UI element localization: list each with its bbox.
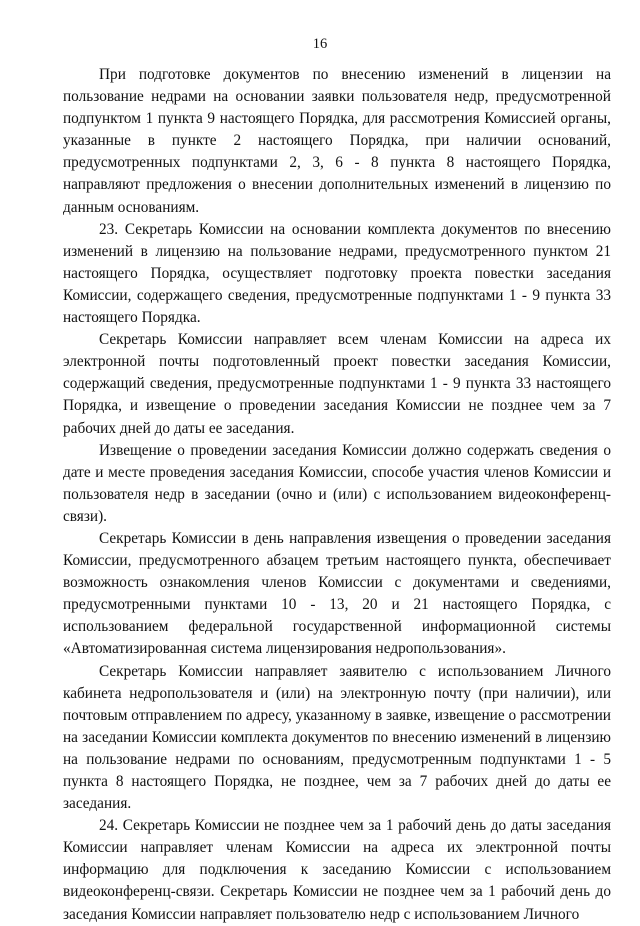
paragraph-amendment-proposals: При подготовке документов по внесению изменений в лицензии на пользование недрами на основании заявки пользователя недр, предусмотренной подпунктом 1 пункта 9 настоящего Порядка, для рассмотрения Комиссией органы, указанные в пункте 2 настоящего Порядка, при наличии оснований, предусмотренных подпунктами 2, 3, 6 - 8 пункта 8 настоящего Порядка, направляют предложения о внесении дополнительных изменений в лицензию по данным основаниям. (63, 66, 611, 216)
document-body (63, 64, 611, 926)
paragraph-item-23: 23. Секретарь Комиссии на основании комплекта документов по внесению изменений в лицензию на пользование недрами, предусмотренного пунктом 21 настоящего Порядка, осуществляет подготовку проекта повестки заседания Комиссии, содержащего сведения, предусмотренные подпунктами 1 - 9 пункта 33 настоящего Порядка. (63, 220, 611, 327)
paragraph-meeting-notice-content: Извещение о проведении заседания Комиссии должно содержать сведения о дате и месте проведения заседания Комиссии, способе участия членов Комиссии и пользователя недр в заседании (очно и (или) с использованием видеоконференц-связи). (63, 441, 611, 525)
paragraph-item-24: 24. Секретарь Комиссии не позднее чем за 1 рабочий день до даты заседания Комиссии направляет членам Комиссии на адреса их электронной почты информацию для подключения к заседанию Комиссии с использованием видеоконференц-связи. Секретарь Комиссии не позднее чем за 1 рабочий день до заседания Комиссии направляет пользователю недр с использованием Личного (63, 817, 611, 923)
paragraph-agenda-distribution: Секретарь Комиссии направляет всем членам Комиссии на адреса их электронной почты подготовленный проект повестки заседания Комиссии, содержащий сведения, предусмотренные подпунктами 1 - 9 пункта 33 настоящего Порядка, и извещение о проведении заседания Комиссии не позднее чем за 7 рабочих дней до даты ее заседания. (63, 331, 611, 437)
paragraph-applicant-notice: Секретарь Комиссии направляет заявителю с использованием Личного кабинета недропользователя и (или) на электронную почту (при наличии), или почтовым отправлением по адресу, указанному в заявке, извещение о рассмотрении на заседании Комиссии комплекта документов по внесению изменений в лицензию на пользование недрами по основаниям, предусмотренным подпунктами 1 - 5 пункта 8 настоящего Порядка, не позднее, чем за 7 рабочих дней до даты ее заседания. (63, 662, 611, 813)
paragraph-document-access: Секретарь Комиссии в день направления извещения о проведении заседания Комиссии, предусмотренного абзацем третьим настоящего пункта, обеспечивает возможность ознакомления членов Комиссии с документами и сведениями, предусмотренными пунктами 10 - 13, 20 и 21 настоящего Порядка, с использованием федеральной государственной информационной системы «Автоматизированная система лицензирования недропользования». (63, 529, 611, 658)
page-number: 16 (312, 36, 328, 52)
